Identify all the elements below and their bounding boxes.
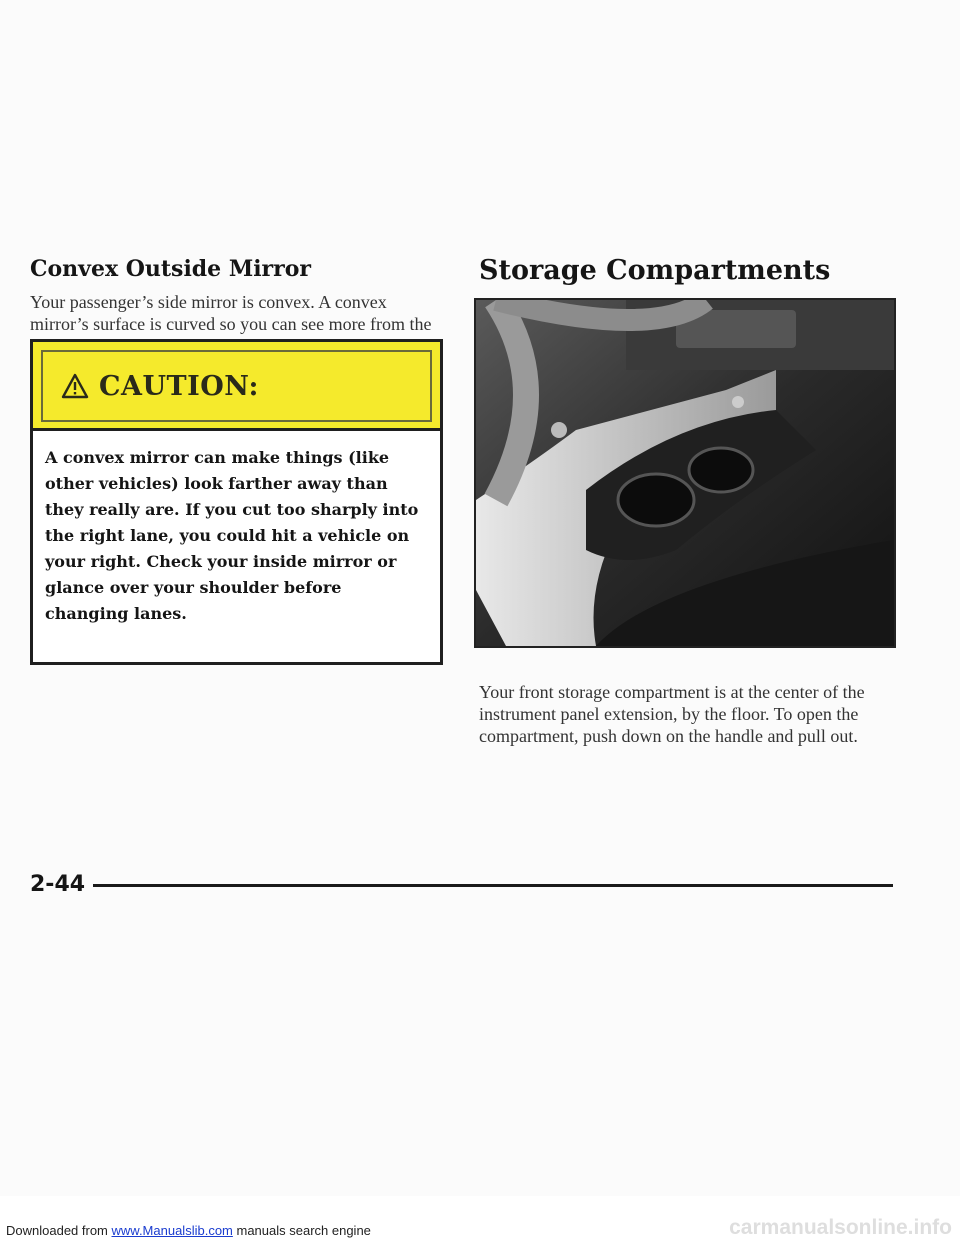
caution-banner-frame (41, 350, 432, 422)
caution-text: A convex mirror can make things (like other vehicles) look farther away than they really are. If you cut too sharply into the right lane, you could hit a vehicle on your right. Check your inside mirror or glance over your shoulder before changing lanes. (45, 448, 419, 623)
caution-label: CAUTION: (99, 370, 259, 402)
download-prefix: Downloaded from (6, 1223, 112, 1238)
download-suffix: manuals search engine (232, 1223, 371, 1238)
section-heading-convex-mirror: Convex Outside Mirror (30, 256, 311, 282)
convex-mirror-paragraph: Your passenger’s side mirror is convex. A convex mirror’s surface is curved so you can see more from the (30, 292, 432, 334)
section-heading-storage: Storage Compartments (479, 255, 831, 286)
page-number: 2-44 (30, 872, 86, 897)
storage-paragraph: Your front storage compartment is at the center of the instrument panel extension, by the floor. To open the compartment, push down on the handle and pull out. (479, 682, 865, 746)
warning-triangle-icon (61, 373, 89, 399)
watermark: carmanualsonline.info (729, 1216, 952, 1239)
manualslib-link[interactable]: www.Manualslib.com (111, 1223, 233, 1238)
caution-box (30, 339, 443, 665)
download-note (6, 1223, 371, 1238)
photo-illustration (476, 300, 894, 646)
storage-compartment-photo (474, 298, 896, 648)
footer-rule (93, 884, 893, 887)
caution-banner (33, 342, 440, 431)
